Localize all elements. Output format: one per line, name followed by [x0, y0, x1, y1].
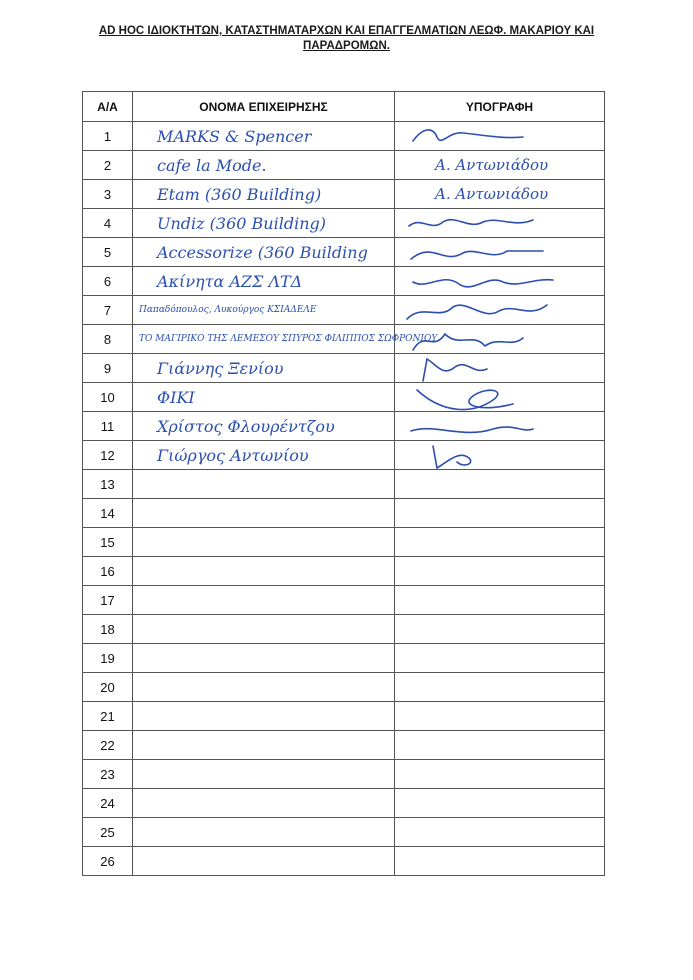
row-number: 8 [83, 325, 133, 354]
signature-cell [395, 383, 605, 412]
signature-cell [395, 209, 605, 238]
signature-text [395, 504, 435, 522]
business-name-cell [133, 470, 395, 499]
business-name-cell [133, 789, 395, 818]
row-number: 18 [83, 615, 133, 644]
signature-text: Α. Αντωνιάδου [435, 184, 549, 203]
signature-cell [395, 238, 605, 267]
table-row [83, 615, 605, 644]
signature-text [395, 794, 435, 812]
signature-cell [395, 499, 605, 528]
header-business-name: ΟΝΟΜΑ ΕΠΙΧΕΙΡΗΣΗΣ [133, 92, 395, 122]
signature-text: Α. Αντωνιάδου [435, 155, 549, 174]
signature-text [395, 475, 435, 493]
signature-cell [395, 412, 605, 441]
row-number: 4 [83, 209, 133, 238]
handwritten-signature-scribble [403, 123, 583, 151]
signature-text [395, 852, 435, 870]
business-name-cell: Etam (360 Building) [133, 180, 395, 209]
row-number: 10 [83, 383, 133, 412]
table-row [83, 238, 605, 267]
table-row [83, 470, 605, 499]
table-row [83, 847, 605, 876]
row-number: 19 [83, 644, 133, 673]
signature-cell [395, 673, 605, 702]
business-name-cell [133, 731, 395, 760]
signature-cell [395, 470, 605, 499]
business-name-cell [133, 847, 395, 876]
signature-text [395, 591, 435, 609]
signature-cell [395, 847, 605, 876]
table-row [83, 412, 605, 441]
business-name-cell [133, 702, 395, 731]
signature-cell [395, 615, 605, 644]
business-name-cell: Γιάννης Ξενίου [133, 354, 395, 383]
signature-cell [395, 267, 605, 296]
signature-cell [395, 122, 605, 151]
business-name-cell: Ακίνητα ΑΖΣ ΛΤΔ [133, 267, 395, 296]
business-name-cell: ΤΟ ΜΑΓΙΡΙΚΟ ΤΗΣ ΛΕΜΕΣΟΥ ΣΠΥΡΟΣ ΦΙΛΙΠΠΟΣ ΣΩΦΡΟΝΙΟΥ [133, 325, 395, 354]
business-name-cell: Γιώργος Αντωνίου [133, 441, 395, 470]
signature-text [395, 649, 435, 667]
business-name-cell: Παπαδόπουλος, Λυκούργος ΚΣΙΑΔΕΛΕ [133, 296, 395, 325]
handwritten-signature-scribble [403, 210, 583, 238]
table-row [83, 586, 605, 615]
signature-cell [395, 180, 605, 209]
row-number: 6 [83, 267, 133, 296]
table-row [83, 818, 605, 847]
table-row [83, 760, 605, 789]
handwritten-signature-scribble [403, 239, 583, 267]
signature-cell [395, 818, 605, 847]
business-name-cell: MARKS & Spencer [133, 122, 395, 151]
signature-text [395, 823, 435, 841]
row-number: 17 [83, 586, 133, 615]
table-row [83, 325, 605, 354]
row-number: 13 [83, 470, 133, 499]
table-row [83, 209, 605, 238]
business-name-cell [133, 557, 395, 586]
signature-cell [395, 325, 605, 354]
table-row [83, 731, 605, 760]
handwritten-signature-scribble [403, 355, 583, 383]
signature-cell [395, 760, 605, 789]
business-name-cell [133, 586, 395, 615]
signature-cell [395, 557, 605, 586]
handwritten-signature-scribble [403, 297, 583, 325]
table-row [83, 383, 605, 412]
signature-text [395, 707, 435, 725]
row-number: 24 [83, 789, 133, 818]
signature-cell [395, 731, 605, 760]
table-row [83, 499, 605, 528]
signature-text [395, 562, 435, 580]
document-title [40, 24, 653, 54]
signature-cell [395, 644, 605, 673]
row-number: 25 [83, 818, 133, 847]
row-number: 3 [83, 180, 133, 209]
title-line-2: ΠΑΡΑΔΡΟΜΩΝ. [303, 40, 390, 52]
header-num: Α/Α [83, 92, 133, 122]
row-number: 16 [83, 557, 133, 586]
row-number: 22 [83, 731, 133, 760]
signature-table [82, 91, 605, 876]
table-row [83, 151, 605, 180]
business-name-cell: Accessorize (360 Building [133, 238, 395, 267]
business-name-cell: Undiz (360 Building) [133, 209, 395, 238]
signature-cell [395, 789, 605, 818]
row-number: 20 [83, 673, 133, 702]
signature-cell [395, 702, 605, 731]
table-row [83, 789, 605, 818]
row-number: 1 [83, 122, 133, 151]
table-row [83, 180, 605, 209]
table-row [83, 673, 605, 702]
handwritten-signature-scribble [403, 384, 583, 412]
business-name-cell: ΦΙΚΙ [133, 383, 395, 412]
table-row [83, 441, 605, 470]
signature-cell [395, 354, 605, 383]
row-number: 11 [83, 412, 133, 441]
title-line-1: AD HOC ΙΔΙΟΚΤΗΤΩΝ, ΚΑΤΑΣΤΗΜΑΤΑΡΧΩΝ ΚΑΙ ΕΠΑΓΓΕΛΜΑΤΙΩΝ ΛΕΩΦ. ΜΑΚΑΡΙΟΥ ΚΑΙ [98, 25, 595, 37]
header-row [83, 92, 605, 122]
row-number: 26 [83, 847, 133, 876]
row-number: 21 [83, 702, 133, 731]
handwritten-signature-scribble [403, 413, 583, 441]
signature-cell [395, 296, 605, 325]
business-name-cell [133, 528, 395, 557]
row-number: 23 [83, 760, 133, 789]
row-number: 5 [83, 238, 133, 267]
signature-text [395, 765, 435, 783]
signature-cell [395, 151, 605, 180]
business-name-cell [133, 644, 395, 673]
table-row [83, 354, 605, 383]
row-number: 2 [83, 151, 133, 180]
signature-cell [395, 528, 605, 557]
row-number: 12 [83, 441, 133, 470]
table-row [83, 702, 605, 731]
row-number: 7 [83, 296, 133, 325]
handwritten-signature-scribble [403, 326, 583, 354]
row-number: 9 [83, 354, 133, 383]
row-number: 15 [83, 528, 133, 557]
table-row [83, 528, 605, 557]
signature-text [395, 678, 435, 696]
table-row [83, 267, 605, 296]
table-row [83, 557, 605, 586]
signature-text [395, 620, 435, 638]
business-name-cell [133, 760, 395, 789]
table-row [83, 122, 605, 151]
handwritten-signature-scribble [403, 442, 583, 470]
business-name-cell [133, 673, 395, 702]
business-name-cell [133, 615, 395, 644]
handwritten-signature-scribble [403, 268, 583, 296]
table-row [83, 296, 605, 325]
table-row [83, 644, 605, 673]
signature-cell [395, 586, 605, 615]
row-number: 14 [83, 499, 133, 528]
business-name-cell: cafe la Mode. [133, 151, 395, 180]
business-name-cell [133, 818, 395, 847]
signature-cell [395, 441, 605, 470]
signature-text [395, 533, 435, 551]
header-signature: ΥΠΟΓΡΑΦΗ [395, 92, 605, 122]
business-name-cell [133, 499, 395, 528]
business-name-cell: Χρίστος Φλουρέντζου [133, 412, 395, 441]
signature-text [395, 736, 435, 754]
